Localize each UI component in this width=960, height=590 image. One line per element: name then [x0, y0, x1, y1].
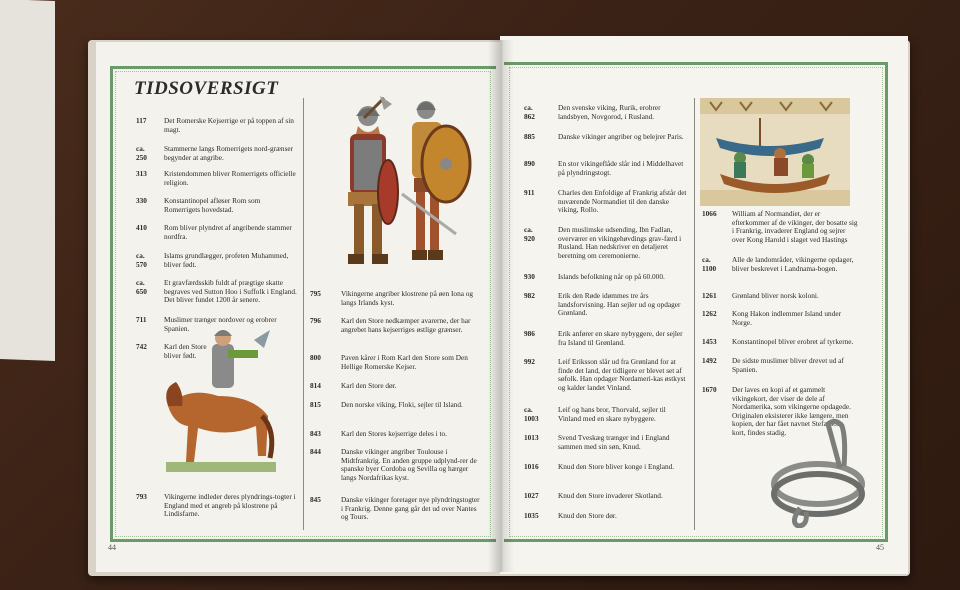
entry-year: ca. 570: [136, 251, 147, 269]
column-divider: [303, 98, 304, 530]
entry-text: Den norske viking, Floki, sejler til Island.: [341, 400, 463, 409]
entry-year: ca. 650: [136, 278, 147, 296]
entry-text: Kristendommen bliver Romerrigets officielle religion.: [164, 169, 296, 187]
entry-year: ca. 1100: [702, 255, 717, 273]
entry-text: Grønland bliver norsk koloni.: [732, 291, 819, 300]
entry-year: 410: [136, 223, 147, 232]
entry-year: 1013: [524, 433, 539, 442]
entry-year: 1262: [702, 309, 717, 318]
entry-text: Der laves en kopi af et gammelt vikingekort, der viser de dele af Nordamerika, som vikingerne opdagede. Originalen eksisterer ikke længere, men kopien, der har fået navnet Stefansons kort, findes stadig.: [732, 385, 851, 437]
entry-text: Kong Hakon indlemmer Island under Norge.: [732, 309, 842, 327]
entry-text: Charles den Enfoldige af Frankrig afstår det nuværende Normandiet til den danske viking, Rollo.: [558, 188, 687, 215]
entry-year: 795: [310, 289, 321, 298]
entry-text: Erik den Røde idømmes tre års landsforvisning. Han sejler ud og opdager Grønland.: [558, 291, 681, 318]
entry-year: 117: [136, 116, 147, 125]
page-number-left: 44: [108, 543, 116, 552]
entry-text: Et gravfærdsskib fuldt af prægtige skatte begraves ved Sutton Hoo i Suffolk i England. Det bliver fundet 1200 år senere.: [164, 278, 297, 305]
entry-year: 845: [310, 495, 321, 504]
entry-text: Danske vikinger foretager nye plyndringstogter i Frankrig. Denne gang går det ud over Nantes og Tours.: [341, 495, 480, 522]
entry-year: 982: [524, 291, 535, 300]
entry-year: 742: [136, 342, 147, 351]
entry-text: Den svenske viking, Rurik, erobrer landsbyen, Novgorod, i Rusland.: [558, 103, 661, 121]
entry-text: Leif og hans bror, Thorvald, sejler til Vinland med en skare nybyggere.: [558, 405, 666, 423]
entry-text: De sidste muslimer bliver drevet ud af Spanien.: [732, 356, 844, 374]
entry-year: ca. 920: [524, 225, 535, 243]
entry-year: 992: [524, 357, 535, 366]
entry-year: 1670: [702, 385, 717, 394]
entry-year: 1035: [524, 511, 539, 520]
paper-sheet: [0, 0, 55, 361]
tapestry-illustration: [700, 98, 850, 206]
entry-text: Paven kårer i Rom Karl den Store som Den Hellige Romerske Kejser.: [341, 353, 468, 371]
entry-year: 885: [524, 132, 535, 141]
entry-text: Karl den Store nedkæmper avarerne, der har angrebet hans kejserriges østlige grænser.: [341, 316, 471, 334]
entry-year: 986: [524, 329, 535, 338]
entry-year: ca. 862: [524, 103, 535, 121]
entry-text: Konstantinopel bliver erobret af tyrkerne.: [732, 337, 854, 346]
page-number-right: 45: [876, 543, 884, 552]
entry-text: Islams grundlægger, profeten Muhammed, bliver født.: [164, 251, 289, 269]
entry-text: Karl den Store dør.: [341, 381, 397, 390]
entry-text: Rom bliver plyndret af angribende stammer nordfra.: [164, 223, 292, 241]
horseman-illustration: [158, 326, 284, 486]
entry-text: Den muslimske udsending, Ibn Fadlan, overværer en vikingehøvdings grav-færd i Rusland. Han nedskriver en detaljeret beretning om ceremonierne.: [558, 225, 682, 260]
entry-year: ca. 1003: [524, 405, 539, 423]
entry-year: 911: [524, 188, 535, 197]
entry-text: Islands befolkning når op på 60.000.: [558, 272, 665, 281]
entry-year: 1016: [524, 462, 539, 471]
entry-text: Alle de landområder, vikingerne opdager, bliver beskrevet i Landnama-bogen.: [732, 255, 854, 273]
entry-year: 1027: [524, 491, 539, 500]
entry-year: 815: [310, 400, 321, 409]
entry-text: Vikingerne indleder deres plyndrings-togter i England med et angreb på klostrene på Lindisfarne.: [164, 492, 296, 519]
entry-text: Danske vikinger angriber Toulouse i Midtfrankrig. En anden gruppe udplynd-rer de spanske byer Cordoba og Sevilla og hærger langs Nordafrikas kyst.: [341, 447, 477, 482]
entry-text: En stor vikingeflåde slår ind i Middelhavet på plyndringstogt.: [558, 159, 684, 177]
entry-year: 843: [310, 429, 321, 438]
entry-text: Karl den Stores kejserrige deles i to.: [341, 429, 447, 438]
bracelet-illustration: [770, 418, 870, 528]
vikings-illustration: [318, 94, 478, 284]
entry-text: Svend Tveskæg trænger ind i England sammen med sin søn, Knud.: [558, 433, 670, 451]
entry-year: ca. 250: [136, 144, 147, 162]
entry-year: 1066: [702, 209, 717, 218]
entry-year: 844: [310, 447, 321, 456]
entry-year: 796: [310, 316, 321, 325]
entry-text: Stammerne langs Romerrigets nord-grænser begynder at angribe.: [164, 144, 294, 162]
page-title: TIDSOVERSIGT: [134, 78, 279, 99]
entry-text: Leif Eriksson slår ud fra Grønland for at finde det land, der tidligere er blevet set af søfolk. Han opdager Nordameri-kas østkyst og kalder landet Vinland.: [558, 357, 686, 392]
entry-text: Knud den Store invaderer Skotland.: [558, 491, 663, 500]
entry-year: 1453: [702, 337, 717, 346]
entry-year: 313: [136, 169, 147, 178]
entry-year: 1261: [702, 291, 717, 300]
entry-text: Erik anfører en skare nybyggere, der sejler fra Island til Grønland.: [558, 329, 683, 347]
entry-year: 330: [136, 196, 147, 205]
entry-text: Karl den Store bliver født.: [164, 342, 207, 360]
column-divider: [694, 98, 695, 530]
entry-year: 890: [524, 159, 535, 168]
entry-text: William af Normandiet, der er efterkommer af de vikinger, der bosatte sig i Frankrig, invaderer England og sejrer over Kong Harold i slaget ved Hastings: [732, 209, 858, 244]
entry-text: Det Romerske Kejserrige er på toppen af sin magt.: [164, 116, 294, 134]
entry-text: Muslimer trænger nordover og erobrer Spanien.: [164, 315, 277, 333]
entry-year: 793: [136, 492, 147, 501]
entry-year: 800: [310, 353, 321, 362]
entry-year: 1492: [702, 356, 717, 365]
entry-text: Knud den Store bliver konge i England.: [558, 462, 675, 471]
entry-text: Knud den Store dør.: [558, 511, 617, 520]
entry-year: 930: [524, 272, 535, 281]
entry-year: 711: [136, 315, 147, 324]
entry-text: Vikingerne angriber klostrene på øen Iona og langs Irlands kyst.: [341, 289, 474, 307]
entry-text: Konstantinopel afløser Rom som Romerrigets hovedstad.: [164, 196, 261, 214]
entry-year: 814: [310, 381, 321, 390]
entry-text: Danske vikinger angriber og belejrer Paris.: [558, 132, 684, 141]
